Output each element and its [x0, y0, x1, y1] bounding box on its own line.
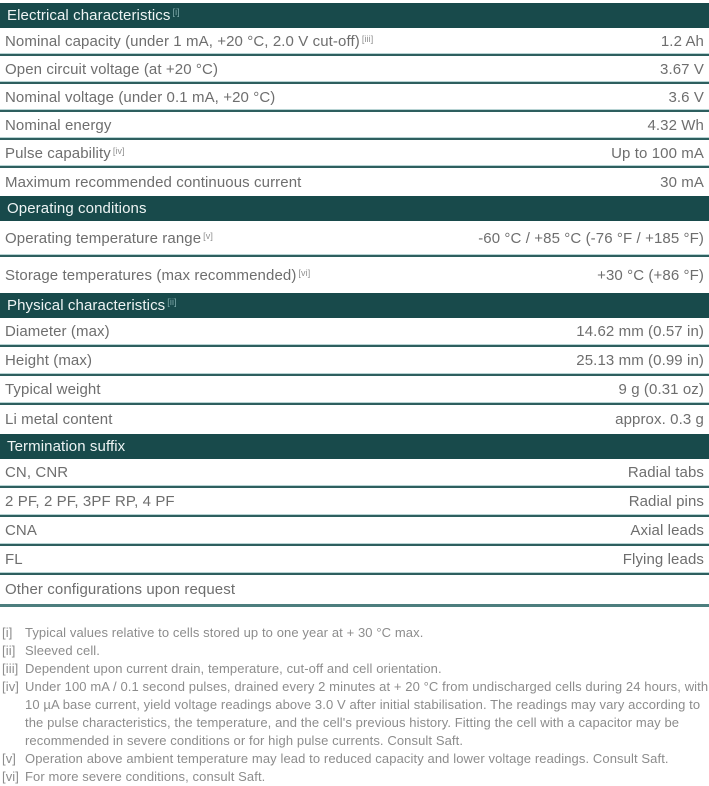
footnote-marker: [iii] [2, 661, 19, 676]
row-label [5, 522, 39, 539]
footnote [2, 678, 709, 750]
section-title: Physical characteristics [7, 297, 166, 314]
footnote [2, 768, 709, 786]
row-label-text: Diameter (max) [5, 323, 110, 340]
footnotes [2, 624, 709, 786]
row-value: 14.62 mm (0.57 in) [576, 323, 704, 340]
row-label-text: Storage temperatures (max recommended) [5, 266, 297, 284]
row-value: 1.2 Ah [660, 32, 704, 50]
section-title: Operating conditions [7, 200, 147, 217]
spec-row [0, 488, 709, 517]
spec-row [0, 575, 709, 604]
row-value: 9 g (0.31 oz) [618, 381, 704, 398]
row-label [5, 411, 115, 428]
spec-section [0, 196, 709, 293]
row-label [5, 33, 373, 50]
row-label-text: Typical weight [5, 381, 101, 398]
spec-row [0, 347, 709, 376]
row-value: 3.6 V [668, 88, 704, 106]
section-rows [0, 221, 709, 293]
row-label [5, 174, 303, 191]
footnote-marker: [i] [2, 625, 13, 640]
row-label [5, 89, 277, 106]
footnote [2, 750, 709, 768]
row-label [5, 230, 213, 247]
row-label [5, 551, 25, 568]
footnote-text: For more severe conditions, consult Saft. [25, 769, 266, 784]
row-value: Axial leads [630, 522, 704, 539]
row-value: 25.13 mm (0.99 in) [576, 352, 704, 369]
row-label-sup: [v] [203, 230, 213, 241]
row-value: approx. 0.3 g [615, 411, 704, 428]
spec-row [0, 84, 709, 112]
spec-row [0, 112, 709, 140]
spec-row [0, 318, 709, 347]
spec-row [0, 140, 709, 168]
row-label-text: Height (max) [5, 352, 93, 369]
section-title-sup: [i] [172, 7, 180, 17]
spec-section [0, 434, 709, 604]
row-label [5, 581, 237, 598]
row-label-text: CN, CNR [5, 464, 69, 481]
row-label-text: Other configurations upon request [5, 581, 236, 598]
section-rows [0, 459, 709, 604]
section-title: Termination suffix [7, 438, 126, 455]
footnote-text: Dependent upon current drain, temperature, cut-off and cell orientation. [25, 661, 442, 676]
spec-row [0, 459, 709, 488]
section-header [0, 196, 709, 221]
footnote [2, 660, 709, 678]
footnote-text: Under 100 mA / 0.1 second pulses, drained every 2 minutes at + 20 °C from undischarged cells during 24 hours, with 10 µA base current, yield voltage readings above 3.0 V after initial stabilisation. The readings may vary according to the pulse characteristics, the temperature, and the cell's previous history. Fitting the cell with a capacitor may be recommended in severe conditions or for high pulse currents. Consult Saft. [25, 679, 709, 748]
row-label [5, 381, 103, 398]
row-label-text: Nominal capacity (under 1 mA, +20 °C, 2.0 V cut-off) [5, 32, 360, 50]
spec-section [0, 293, 709, 434]
row-value: Radial tabs [627, 464, 704, 481]
section-rows [0, 318, 709, 434]
row-label [5, 323, 112, 340]
row-label-text: Maximum recommended continuous current [5, 173, 302, 191]
spec-row [0, 28, 709, 56]
row-label-text: Pulse capability [5, 144, 111, 162]
row-label [5, 145, 125, 162]
row-label [5, 464, 70, 481]
row-label-text: Open circuit voltage (at +20 °C) [5, 60, 219, 78]
row-value: 4.32 Wh [647, 116, 704, 134]
section-header [0, 434, 709, 459]
spec-row [0, 376, 709, 405]
spec-row [0, 257, 709, 293]
row-value: 30 mA [660, 173, 704, 191]
spec-section [0, 3, 709, 196]
row-label-text: Nominal energy [5, 116, 112, 134]
spec-row [0, 168, 709, 196]
spec-table [0, 3, 709, 607]
section-rows [0, 28, 709, 196]
section-header [0, 293, 709, 318]
row-label [5, 117, 113, 134]
row-label [5, 493, 177, 510]
footnote-marker: [iv] [2, 679, 20, 694]
section-title: Electrical characteristics [7, 7, 171, 24]
spec-row [0, 221, 709, 257]
row-label-text: FL [5, 551, 23, 568]
footnote-text: Operation above ambient temperature may lead to reduced capacity and lower voltage readings. Consult Saft. [25, 751, 669, 766]
row-value: -60 °C / +85 °C (-76 °F / +185 °F) [478, 229, 704, 247]
footnote-marker: [ii] [2, 643, 16, 658]
footnote-text: Typical values relative to cells stored up to one year at + 30 °C max. [25, 625, 424, 640]
footnote [2, 642, 709, 660]
row-label-text: CNA [5, 522, 37, 539]
spec-row [0, 517, 709, 546]
spec-row [0, 405, 709, 434]
row-value: 3.67 V [660, 60, 704, 78]
row-label-sup: [vi] [298, 267, 311, 278]
row-label-text: Operating temperature range [5, 229, 202, 247]
footnote [2, 624, 709, 642]
row-value: Radial pins [628, 493, 704, 510]
footnote-marker: [vi] [2, 769, 20, 784]
row-label-text: Nominal voltage (under 0.1 mA, +20 °C) [5, 88, 276, 106]
row-label-sup: [iii] [361, 33, 374, 44]
section-header [0, 3, 709, 28]
row-value: +30 °C (+86 °F) [597, 266, 704, 284]
row-label [5, 352, 94, 369]
row-label [5, 61, 220, 78]
spec-row [0, 546, 709, 575]
row-label-sup: [iv] [112, 145, 125, 156]
row-label-text: Li metal content [5, 411, 113, 428]
section-title-sup: [ii] [167, 297, 177, 307]
footnote-marker: [v] [2, 751, 17, 766]
row-label-text: 2 PF, 2 PF, 3PF RP, 4 PF [5, 493, 175, 510]
spec-row [0, 56, 709, 84]
row-value: Flying leads [622, 551, 704, 568]
row-label [5, 267, 310, 284]
footnote-text: Sleeved cell. [25, 643, 101, 658]
row-value: Up to 100 mA [611, 144, 704, 162]
